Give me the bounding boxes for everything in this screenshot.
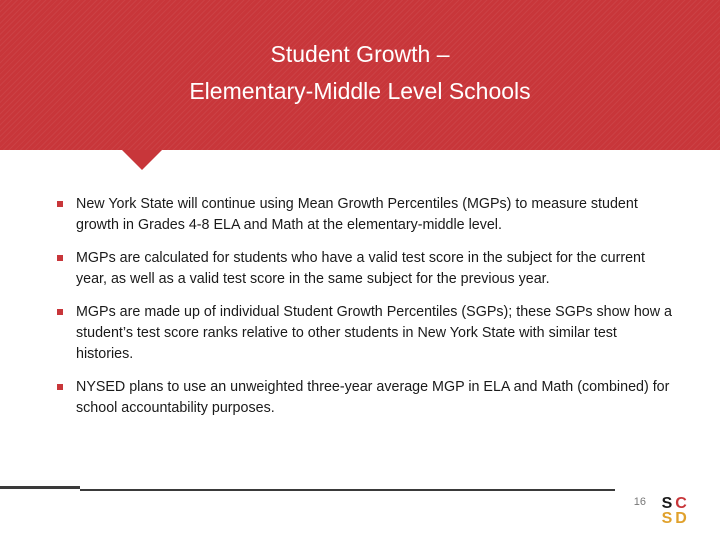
title-line-2: Elementary-Middle Level Schools <box>189 78 531 104</box>
footer-rule <box>80 489 615 491</box>
bullet-text: MGPs are made up of individual Student Growth Percentiles (SGPs); these SGPs show how a student’s test score ranks relative to other students in New York State with similar test histories. <box>76 304 672 362</box>
logo-letter: S <box>661 510 673 527</box>
logo-letter: D <box>675 510 687 527</box>
bullet-text: New York State will continue using Mean Growth Percentiles (MGPs) to measure student growth in Grades 4-8 ELA and Math at the elementary-middle level. <box>76 196 638 233</box>
bullet-text: MGPs are calculated for students who have a valid test score in the subject for the current year, as well as a valid test score in the same subject for the previous year. <box>76 250 645 287</box>
footer-rule-left <box>0 486 80 489</box>
page-number: 16 <box>633 496 646 508</box>
logo-letter: C <box>675 495 687 512</box>
bullet-item <box>56 302 676 365</box>
bullet-item <box>56 248 676 290</box>
scsd-logo <box>660 496 688 526</box>
bullet-text: NYSED plans to use an unweighted three-year average MGP in ELA and Math (combined) for school accountability purposes. <box>76 379 670 416</box>
bullet-square-icon <box>57 201 63 207</box>
logo-letter: S <box>661 495 673 512</box>
bullet-list <box>56 194 676 431</box>
bullet-square-icon <box>57 255 63 261</box>
bullet-square-icon <box>57 384 63 390</box>
title-line-1: Student Growth – <box>270 41 450 67</box>
bullet-item <box>56 194 676 236</box>
slide-title <box>0 36 720 110</box>
bullet-square-icon <box>57 309 63 315</box>
bullet-item <box>56 377 676 419</box>
banner-pointer <box>122 150 162 170</box>
